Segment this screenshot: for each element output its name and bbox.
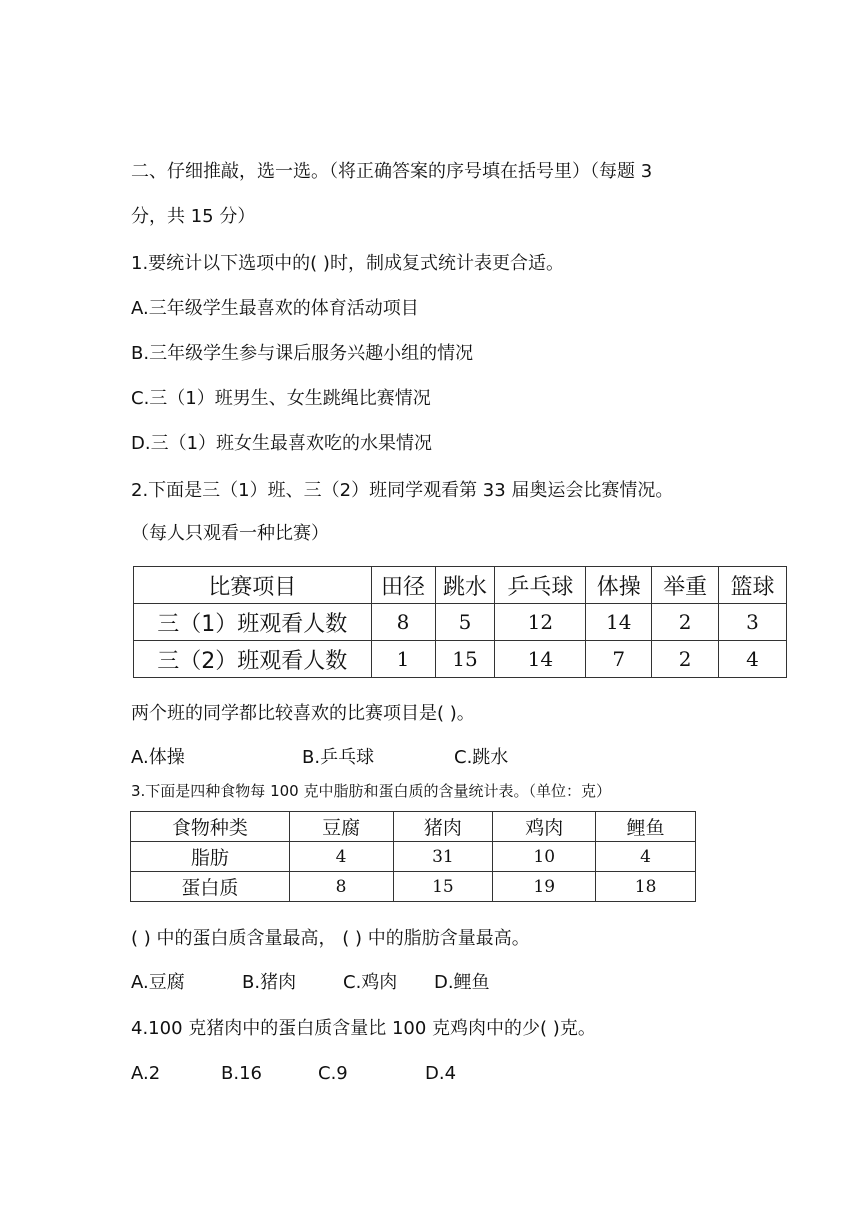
table-cell: 4 <box>719 641 787 678</box>
section-header-cont: 分，共 15 分） <box>131 206 256 227</box>
nutrition-table <box>130 811 696 902</box>
q1-option-a: A.三年级学生最喜欢的体育活动项目 <box>131 298 419 319</box>
q3-option-c: C.鸡肉 <box>343 972 398 993</box>
table-cell: 举重 <box>652 567 719 604</box>
table-cell: 篮球 <box>719 567 787 604</box>
table-cell: 2 <box>652 604 719 641</box>
q2-stem-note: （每人只观看一种比赛） <box>131 523 329 544</box>
table-cell: 7 <box>586 641 652 678</box>
table-cell: 15 <box>435 641 495 678</box>
viewing-table <box>133 566 787 678</box>
table-row <box>131 842 696 872</box>
table-row <box>134 641 787 678</box>
q3-question: ( ) 中的蛋白质含量最高， ( ) 中的脂肪含量最高。 <box>131 928 530 949</box>
q4-option-a: A.2 <box>131 1063 161 1084</box>
table-cell: 4 <box>289 842 393 872</box>
q1-option-b: B.三年级学生参与课后服务兴趣小组的情况 <box>131 343 474 364</box>
section-header: 二、仔细推敲，选一选。（将正确答案的序号填在括号里）（每题 3 <box>131 161 653 182</box>
table-cell: 15 <box>393 872 493 902</box>
table-cell: 19 <box>493 872 596 902</box>
q3-option-d: D.鲤鱼 <box>434 972 490 993</box>
table-cell: 1 <box>371 641 435 678</box>
q2-option-a: A.体操 <box>131 747 185 768</box>
table-cell: 5 <box>435 604 495 641</box>
q2-question: 两个班的同学都比较喜欢的比赛项目是( )。 <box>131 703 475 724</box>
q2-option-c: C.跳水 <box>454 747 509 768</box>
table-cell: 田径 <box>371 567 435 604</box>
table-cell: 鲤鱼 <box>596 812 696 842</box>
table-cell: 12 <box>495 604 586 641</box>
q2-stem: 2.下面是三（1）班、三（2）班同学观看第 33 届奥运会比赛情况。 <box>131 480 674 501</box>
table-cell: 31 <box>393 842 493 872</box>
table-cell: 跳水 <box>435 567 495 604</box>
q1-option-c: C.三（1）班男生、女生跳绳比赛情况 <box>131 388 431 409</box>
q4-stem: 4.100 克猪肉中的蛋白质含量比 100 克鸡肉中的少( )克。 <box>131 1018 596 1039</box>
q3-option-a: A.豆腐 <box>131 972 185 993</box>
table-header-row <box>134 567 787 604</box>
table-cell: 2 <box>652 641 719 678</box>
table-cell: 豆腐 <box>289 812 393 842</box>
q3-option-b: B.猪肉 <box>242 972 297 993</box>
q4-option-c: C.9 <box>318 1063 348 1084</box>
table-cell: 脂肪 <box>131 842 290 872</box>
table-cell: 18 <box>596 872 696 902</box>
table-cell: 3 <box>719 604 787 641</box>
q4-option-d: D.4 <box>425 1063 457 1084</box>
table-cell: 14 <box>495 641 586 678</box>
table-cell: 食物种类 <box>131 812 290 842</box>
table-cell: 比赛项目 <box>134 567 372 604</box>
q1-stem: 1.要统计以下选项中的( )时，制成复式统计表更合适。 <box>131 253 564 274</box>
q2-option-b: B.乒乓球 <box>302 747 375 768</box>
q3-stem: 3.下面是四种食物每 100 克中脂肪和蛋白质的含量统计表。（单位：克） <box>131 782 611 800</box>
q4-option-b: B.16 <box>221 1063 262 1084</box>
table-cell: 14 <box>586 604 652 641</box>
table-cell: 蛋白质 <box>131 872 290 902</box>
table-cell: 乒乓球 <box>495 567 586 604</box>
q1-option-d: D.三（1）班女生最喜欢吃的水果情况 <box>131 433 433 454</box>
table-cell: 10 <box>493 842 596 872</box>
table-cell: 8 <box>289 872 393 902</box>
table-cell: 4 <box>596 842 696 872</box>
table-cell: 三（2）班观看人数 <box>134 641 372 678</box>
table-cell: 三（1）班观看人数 <box>134 604 372 641</box>
table-header-row <box>131 812 696 842</box>
table-cell: 体操 <box>586 567 652 604</box>
table-cell: 8 <box>371 604 435 641</box>
table-cell: 鸡肉 <box>493 812 596 842</box>
table-row <box>134 604 787 641</box>
table-row <box>131 872 696 902</box>
table-cell: 猪肉 <box>393 812 493 842</box>
